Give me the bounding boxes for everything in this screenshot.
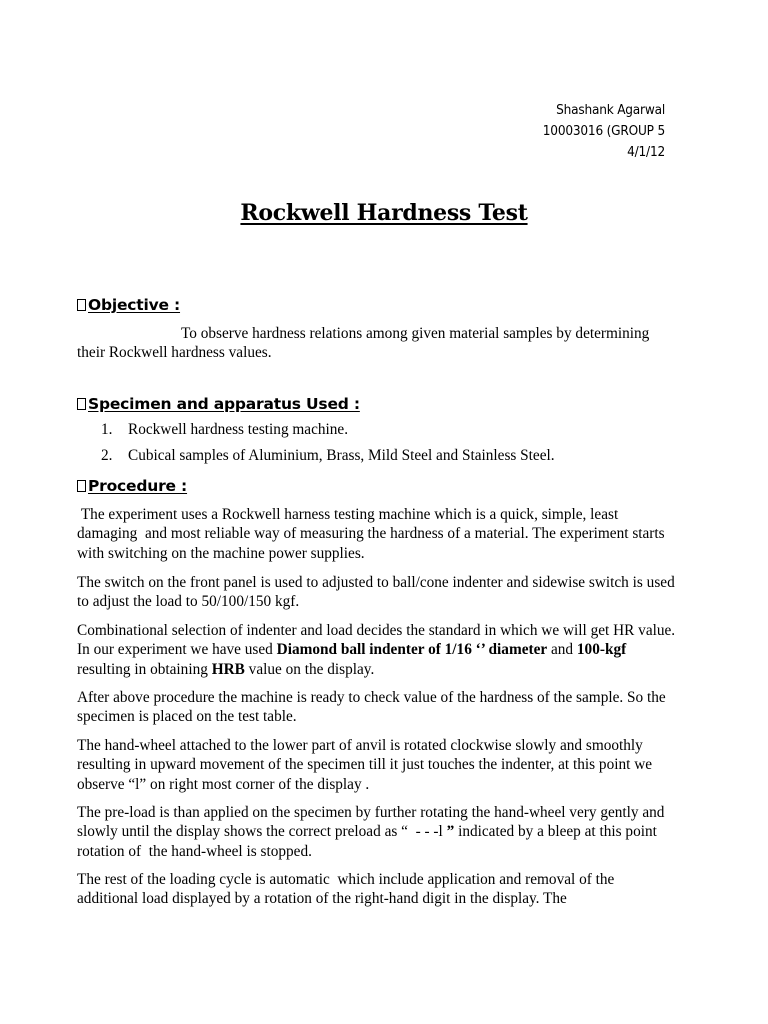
procedure-paragraph-7: The rest of the loading cycle is automatic which include application and removal of the additional load displayed by a rotation of the right-hand digit in the display. The: [77, 871, 619, 908]
procedure-paragraph-4: After above procedure the machine is ready to check value of the hardness of the sample. So the specimen is placed on the test table.: [77, 689, 666, 726]
roll-group: 10003016 (GROUP 5: [542, 123, 665, 139]
report-date: 4/1/12: [627, 144, 665, 160]
procedure-paragraph-5: The hand-wheel attached to the lower part of anvil is rotated clockwise slowly and smoothly resulting in upward movement of the specimen till it just touches the indenter, at this point we observe “l” on right most corner of the display .: [77, 737, 653, 793]
author-header: [543, 100, 665, 163]
specimen-heading: Specimen and apparatus Used :: [77, 395, 360, 413]
square-bullet-icon: [77, 299, 86, 311]
procedure-paragraph-3: Combinational selection of indenter and load decides the standard in which we will get HR value. In our experiment we have used Diamond ball indenter of 1/16 ‘’ diameter and 100-kgf resulting in obtaining HRB value on the display.: [77, 622, 676, 678]
procedure-paragraph-2: The switch on the front panel is used to adjusted to ball/cone indenter and sidewise switch is used to adjust the load to 50/100/150 kgf.: [77, 574, 675, 611]
square-bullet-icon: [77, 480, 86, 492]
procedure-heading: Procedure :: [77, 477, 187, 495]
procedure-paragraph-1: The experiment uses a Rockwell harness testing machine which is a quick, simple, least damaging and most reliable way of measuring the hardness of a material. The experiment starts with switching on the machine power supplies.: [77, 506, 669, 562]
objective-text: To observe hardness relations among given material samples by determining their Rockwell hardness values.: [77, 325, 650, 362]
objective-heading: Objective :: [77, 296, 180, 314]
list-item: 1. Rockwell hardness testing machine.: [101, 421, 349, 438]
list-item: 2. Cubical samples of Aluminium, Brass, Mild Steel and Stainless Steel.: [101, 447, 555, 464]
page-title: Rockwell Hardness Test: [240, 200, 528, 226]
procedure-paragraph-6: The pre-load is than applied on the specimen by further rotating the hand-wheel very gently and slowly until the display shows the correct preload as “ - - -l ” indicated by a bleep at this point rotation of the hand-wheel is stopped.: [77, 804, 669, 860]
author-name: Shashank Agarwal: [556, 102, 665, 118]
square-bullet-icon: [77, 398, 86, 410]
